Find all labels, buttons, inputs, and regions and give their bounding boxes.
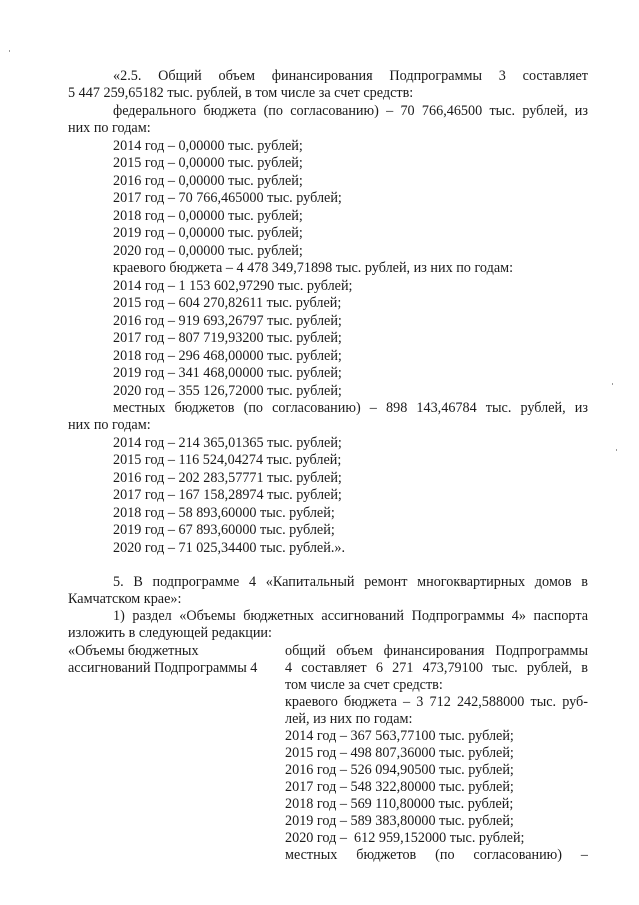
- item-5-line1: 5. В подпрограмме 4 «Капитальный ремонт многоквартирных домов в: [113, 574, 588, 590]
- passport-right-line3: том числе за счет средств:: [285, 677, 443, 693]
- item-5-sub1-line2: изложить в следующей редакции:: [68, 625, 272, 641]
- regional-year-2015: 2015 год – 604 270,82611 тыс. рублей;: [113, 295, 342, 311]
- federal-year-2014: 2014 год – 0,00000 тыс. рублей;: [113, 138, 303, 154]
- passport-regional-line1: краевого бюджета – 3 712 242,588000 тыс. руб-: [285, 694, 588, 710]
- federal-year-2018: 2018 год – 0,00000 тыс. рублей;: [113, 208, 303, 224]
- passport-local-budget-line: местных бюджетов (по согласованию) –: [285, 847, 588, 863]
- federal-budget-line2: них по годам:: [68, 120, 151, 136]
- passport-left-cell-line1: «Объемы бюджетных: [68, 643, 199, 659]
- item-5-sub1-line1: 1) раздел «Объемы бюджетных ассигнований Подпрограммы 4» паспорта: [113, 608, 588, 624]
- regional-budget-line: краевого бюджета – 4 478 349,71898 тыс. рублей, из них по годам:: [113, 260, 514, 276]
- local-year-2017: 2017 год – 167 158,28974 тыс. рублей;: [113, 487, 342, 503]
- passport-regional-year-2015: 2015 год – 498 807,36000 тыс. рублей;: [285, 745, 514, 761]
- passport-regional-year-2018: 2018 год – 569 110,80000 тыс. рублей;: [285, 796, 514, 812]
- federal-year-2019: 2019 год – 0,00000 тыс. рублей;: [113, 225, 303, 241]
- federal-year-2020: 2020 год – 0,00000 тыс. рублей;: [113, 243, 303, 259]
- local-year-2014: 2014 год – 214 365,01365 тыс. рублей;: [113, 435, 342, 451]
- section-2-5-intro-line1: «2.5. Общий объем финансирования Подпрограммы 3 составляет: [113, 68, 588, 84]
- passport-regional-year-2019: 2019 год – 589 383,80000 тыс. рублей;: [285, 813, 514, 829]
- local-year-2019: 2019 год – 67 893,60000 тыс. рублей;: [113, 522, 335, 538]
- passport-right-line1: общий объем финансирования Подпрограммы: [285, 643, 588, 659]
- local-year-2020: 2020 год – 71 025,34400 тыс. рублей.».: [113, 540, 346, 556]
- scan-speck: [616, 449, 617, 451]
- passport-regional-year-2016: 2016 год – 526 094,90500 тыс. рублей;: [285, 762, 514, 778]
- passport-regional-year-2020: 2020 год – 612 959,152000 тыс. рублей;: [285, 830, 525, 846]
- local-budget-line1: местных бюджетов (по согласованию) – 898 143,46784 тыс. рублей, из: [113, 400, 588, 416]
- local-year-2018: 2018 год – 58 893,60000 тыс. рублей;: [113, 505, 335, 521]
- regional-year-2017: 2017 год – 807 719,93200 тыс. рублей;: [113, 330, 342, 346]
- regional-year-2020: 2020 год – 355 126,72000 тыс. рублей;: [113, 383, 342, 399]
- item-5-line2: Камчатском крае»:: [68, 591, 182, 607]
- regional-year-2016: 2016 год – 919 693,26797 тыс. рублей;: [113, 313, 342, 329]
- federal-year-2015: 2015 год – 0,00000 тыс. рублей;: [113, 155, 303, 171]
- passport-regional-line2: лей, из них по годам:: [285, 711, 413, 727]
- passport-right-line2: 4 составляет 6 271 473,79100 тыс. рублей, в: [285, 660, 588, 676]
- local-budget-line2: них по годам:: [68, 417, 151, 433]
- passport-regional-year-2017: 2017 год – 548 322,80000 тыс. рублей;: [285, 779, 514, 795]
- regional-year-2014: 2014 год – 1 153 602,97290 тыс. рублей;: [113, 278, 353, 294]
- federal-year-2016: 2016 год – 0,00000 тыс. рублей;: [113, 173, 303, 189]
- scan-speck: [9, 50, 10, 52]
- regional-year-2018: 2018 год – 296 468,00000 тыс. рублей;: [113, 348, 342, 364]
- passport-regional-year-2014: 2014 год – 367 563,77100 тыс. рублей;: [285, 728, 514, 744]
- federal-budget-line1: федерального бюджета (по согласованию) – 70 766,46500 тыс. рублей, из: [113, 103, 588, 119]
- passport-left-cell-line2: ассигнований Подпрограммы 4: [68, 660, 258, 676]
- section-2-5-intro-line2: 5 447 259,65182 тыс. рублей, в том числе за счет средств:: [68, 85, 414, 101]
- federal-year-2017: 2017 год – 70 766,465000 тыс. рублей;: [113, 190, 342, 206]
- local-year-2015: 2015 год – 116 524,04274 тыс. рублей;: [113, 452, 342, 468]
- regional-year-2019: 2019 год – 341 468,00000 тыс. рублей;: [113, 365, 342, 381]
- local-year-2016: 2016 год – 202 283,57771 тыс. рублей;: [113, 470, 342, 486]
- scan-speck: [612, 383, 613, 385]
